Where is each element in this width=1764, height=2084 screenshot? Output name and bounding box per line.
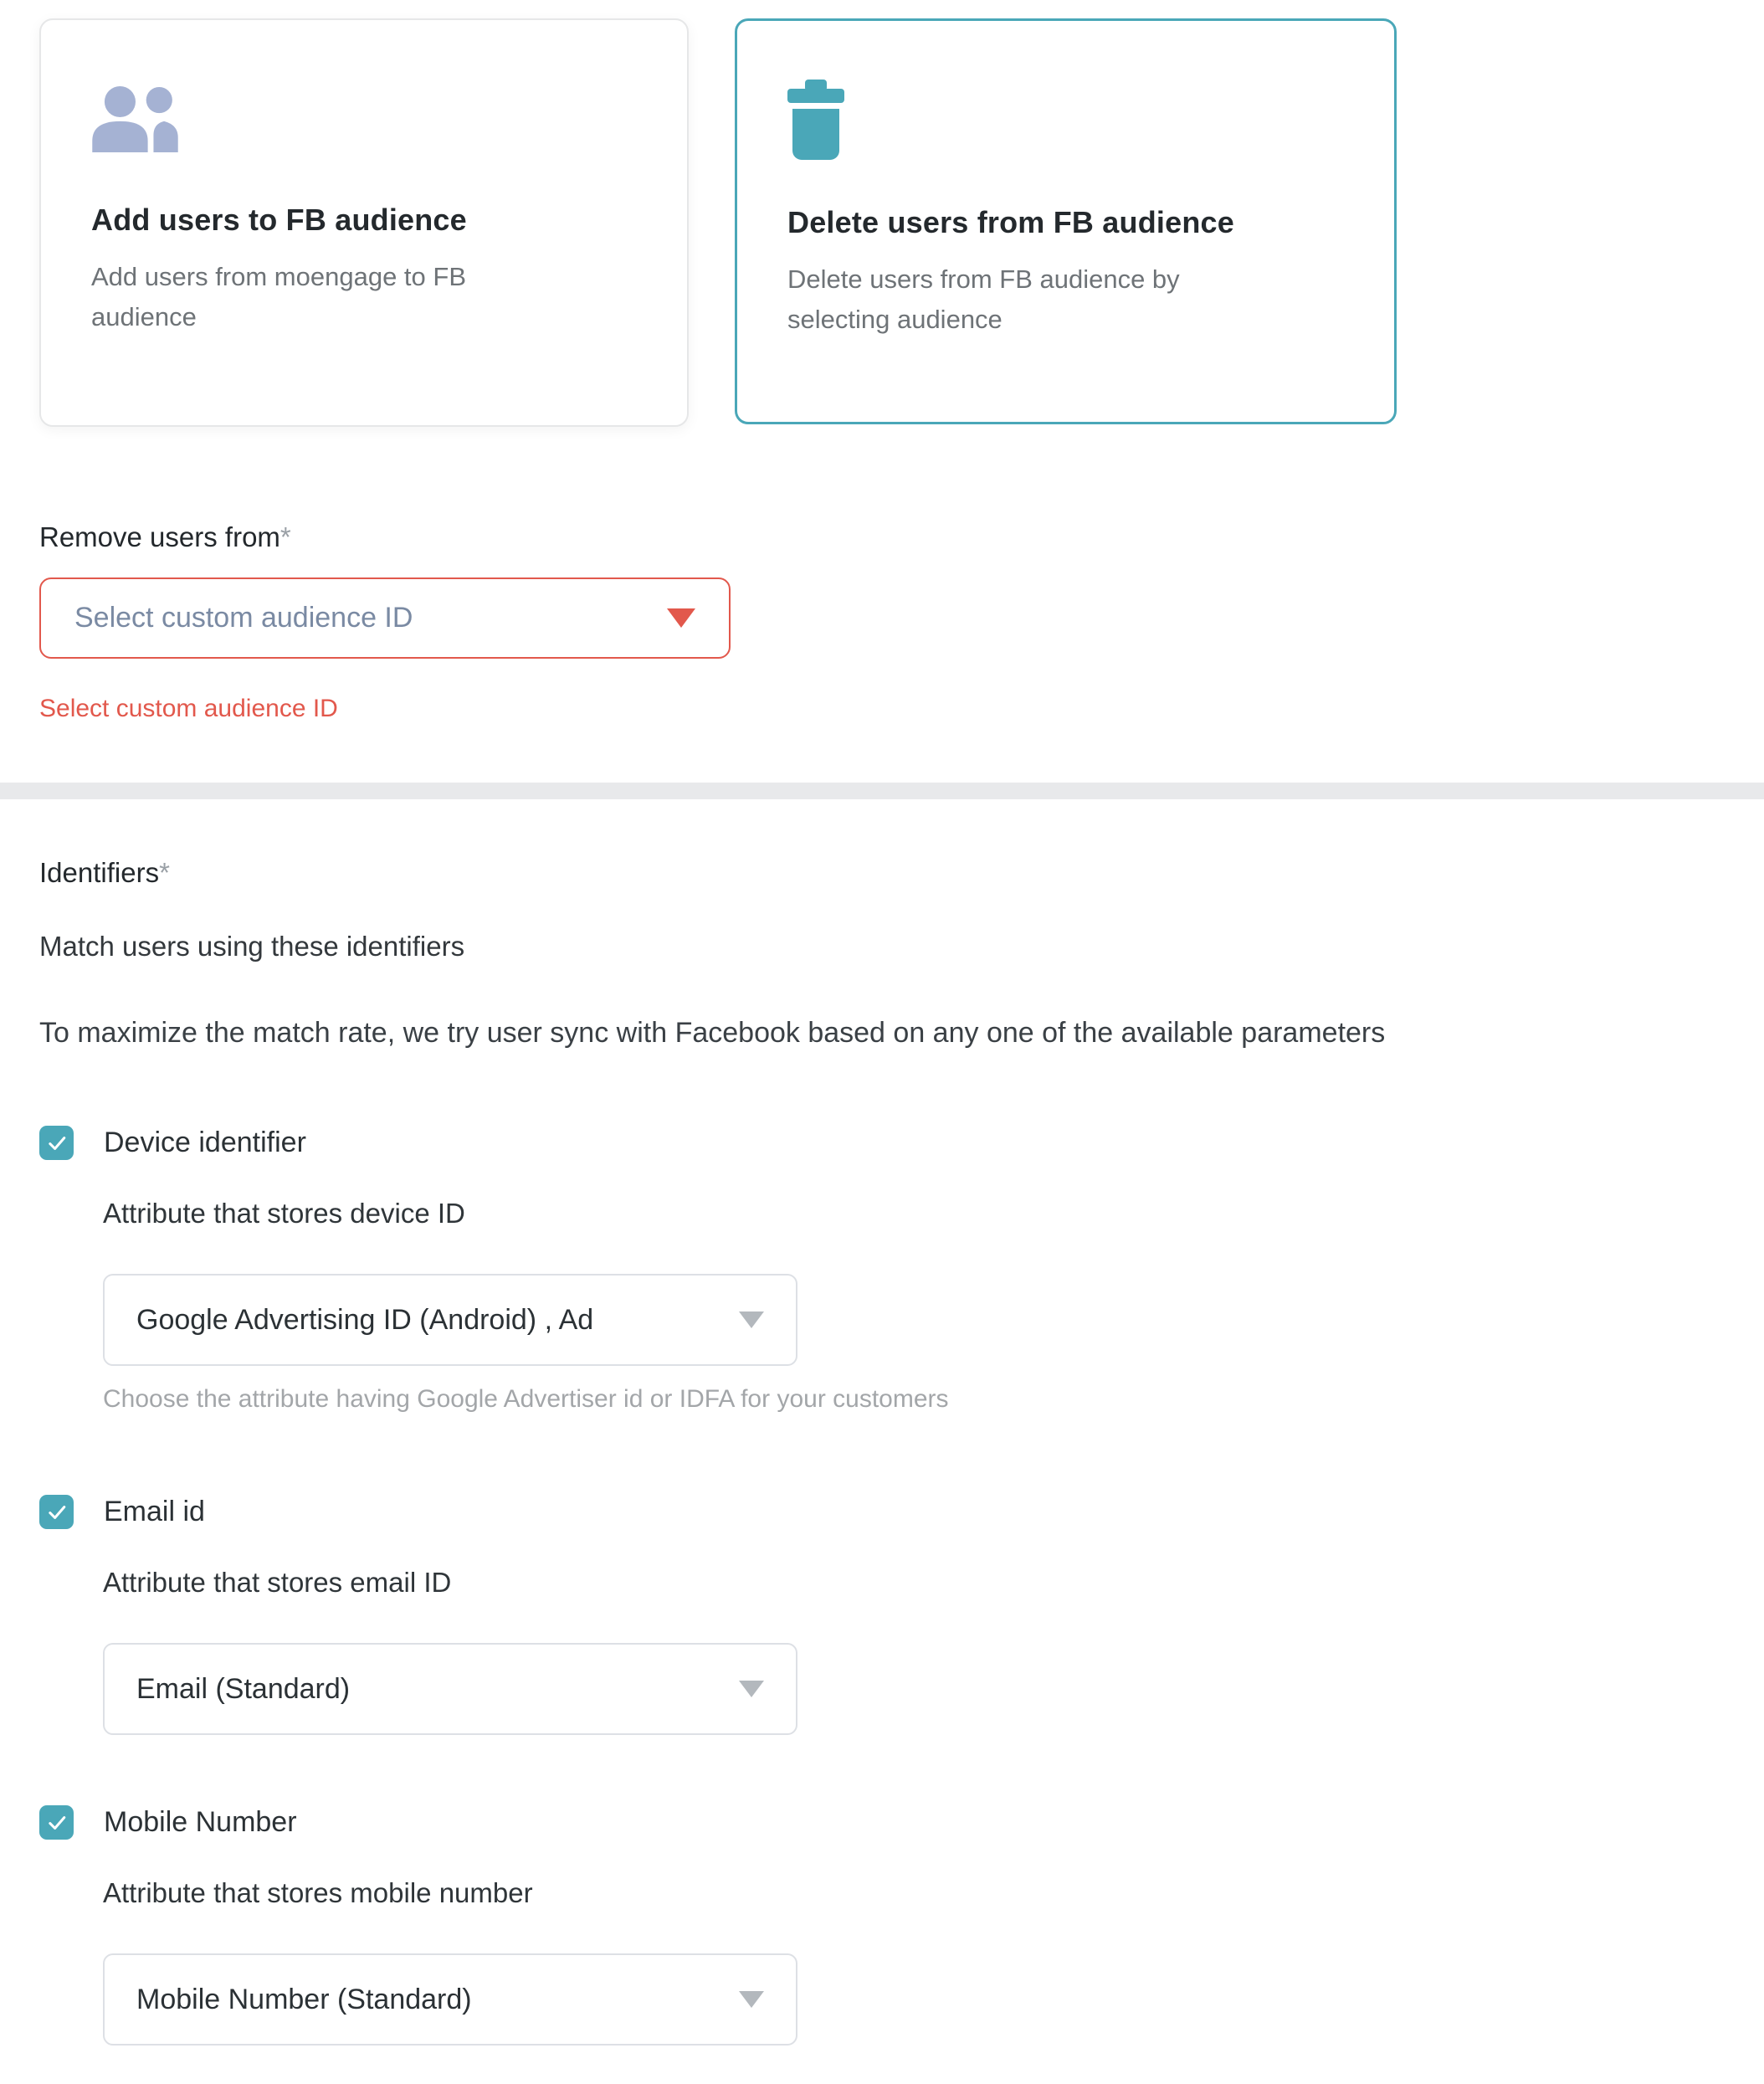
card-title: Delete users from FB audience — [787, 205, 1234, 239]
required-asterisk: * — [159, 857, 170, 888]
match-rate-note: To maximize the match rate, we try user sync with Facebook based on any one of the available parameters — [39, 1017, 1386, 1049]
device-identifier-checkbox[interactable] — [39, 1126, 74, 1160]
chevron-down-icon — [667, 608, 695, 628]
dropdown-value: Email (Standard) — [136, 1672, 351, 1705]
remove-users-section — [39, 521, 1764, 724]
checkmark-icon — [45, 1811, 69, 1835]
checkbox-label: Email id — [104, 1496, 205, 1527]
email-id-check-row — [39, 1495, 1764, 1529]
chevron-down-icon — [739, 1991, 764, 2008]
identifiers-heading: Identifiers* — [39, 857, 170, 888]
dropdown-value: Mobile Number (Standard) — [136, 1983, 472, 2015]
mobile-number-check-row — [39, 1805, 1764, 1840]
audience-action-cards — [39, 18, 1764, 427]
select-error-message: Select custom audience ID — [39, 695, 338, 722]
card-add-users-to-fb-audience[interactable] — [39, 18, 689, 427]
chevron-down-icon — [739, 1681, 764, 1697]
mobile-number-checkbox[interactable] — [39, 1805, 74, 1840]
attribute-label: Attribute that stores device ID — [103, 1198, 465, 1229]
identifier-item-device — [39, 1126, 1764, 1414]
users-icon — [91, 85, 637, 157]
checkmark-icon — [45, 1501, 69, 1524]
checkbox-label: Mobile Number — [104, 1806, 297, 1838]
device-id-attribute-dropdown[interactable] — [103, 1274, 797, 1366]
identifiers-subheading: Match users using these identifiers — [39, 931, 465, 962]
trash-icon — [787, 80, 1344, 167]
remove-users-label: Remove users from* — [39, 521, 291, 552]
mobile-number-attribute-dropdown[interactable] — [103, 1953, 797, 2046]
checkbox-label: Device identifier — [104, 1127, 306, 1158]
card-title: Add users to FB audience — [91, 203, 467, 237]
required-asterisk: * — [279, 521, 291, 552]
chevron-down-icon — [739, 1311, 764, 1328]
custom-audience-id-select[interactable] — [39, 577, 731, 659]
identifiers-section — [39, 856, 1764, 2046]
dropdown-helper-text: Choose the attribute having Google Advertiser id or IDFA for your customers — [103, 1385, 949, 1413]
select-placeholder: Select custom audience ID — [74, 602, 413, 634]
device-identifier-check-row — [39, 1126, 1764, 1160]
email-attribute-dropdown[interactable] — [103, 1643, 797, 1735]
card-description: Add users from moengage to FB audience — [91, 262, 467, 331]
dropdown-value: Google Advertising ID (Android) , Ad — [136, 1303, 594, 1336]
identifier-item-mobile — [39, 1805, 1764, 2046]
identifier-item-email — [39, 1495, 1764, 1735]
attribute-label: Attribute that stores mobile number — [103, 1877, 533, 1908]
section-divider — [0, 783, 1764, 799]
card-delete-users-from-fb-audience[interactable] — [735, 18, 1397, 424]
attribute-label: Attribute that stores email ID — [103, 1567, 452, 1598]
card-description: Delete users from FB audience by selecting audience — [787, 264, 1180, 334]
email-id-checkbox[interactable] — [39, 1495, 74, 1529]
checkmark-icon — [45, 1132, 69, 1155]
